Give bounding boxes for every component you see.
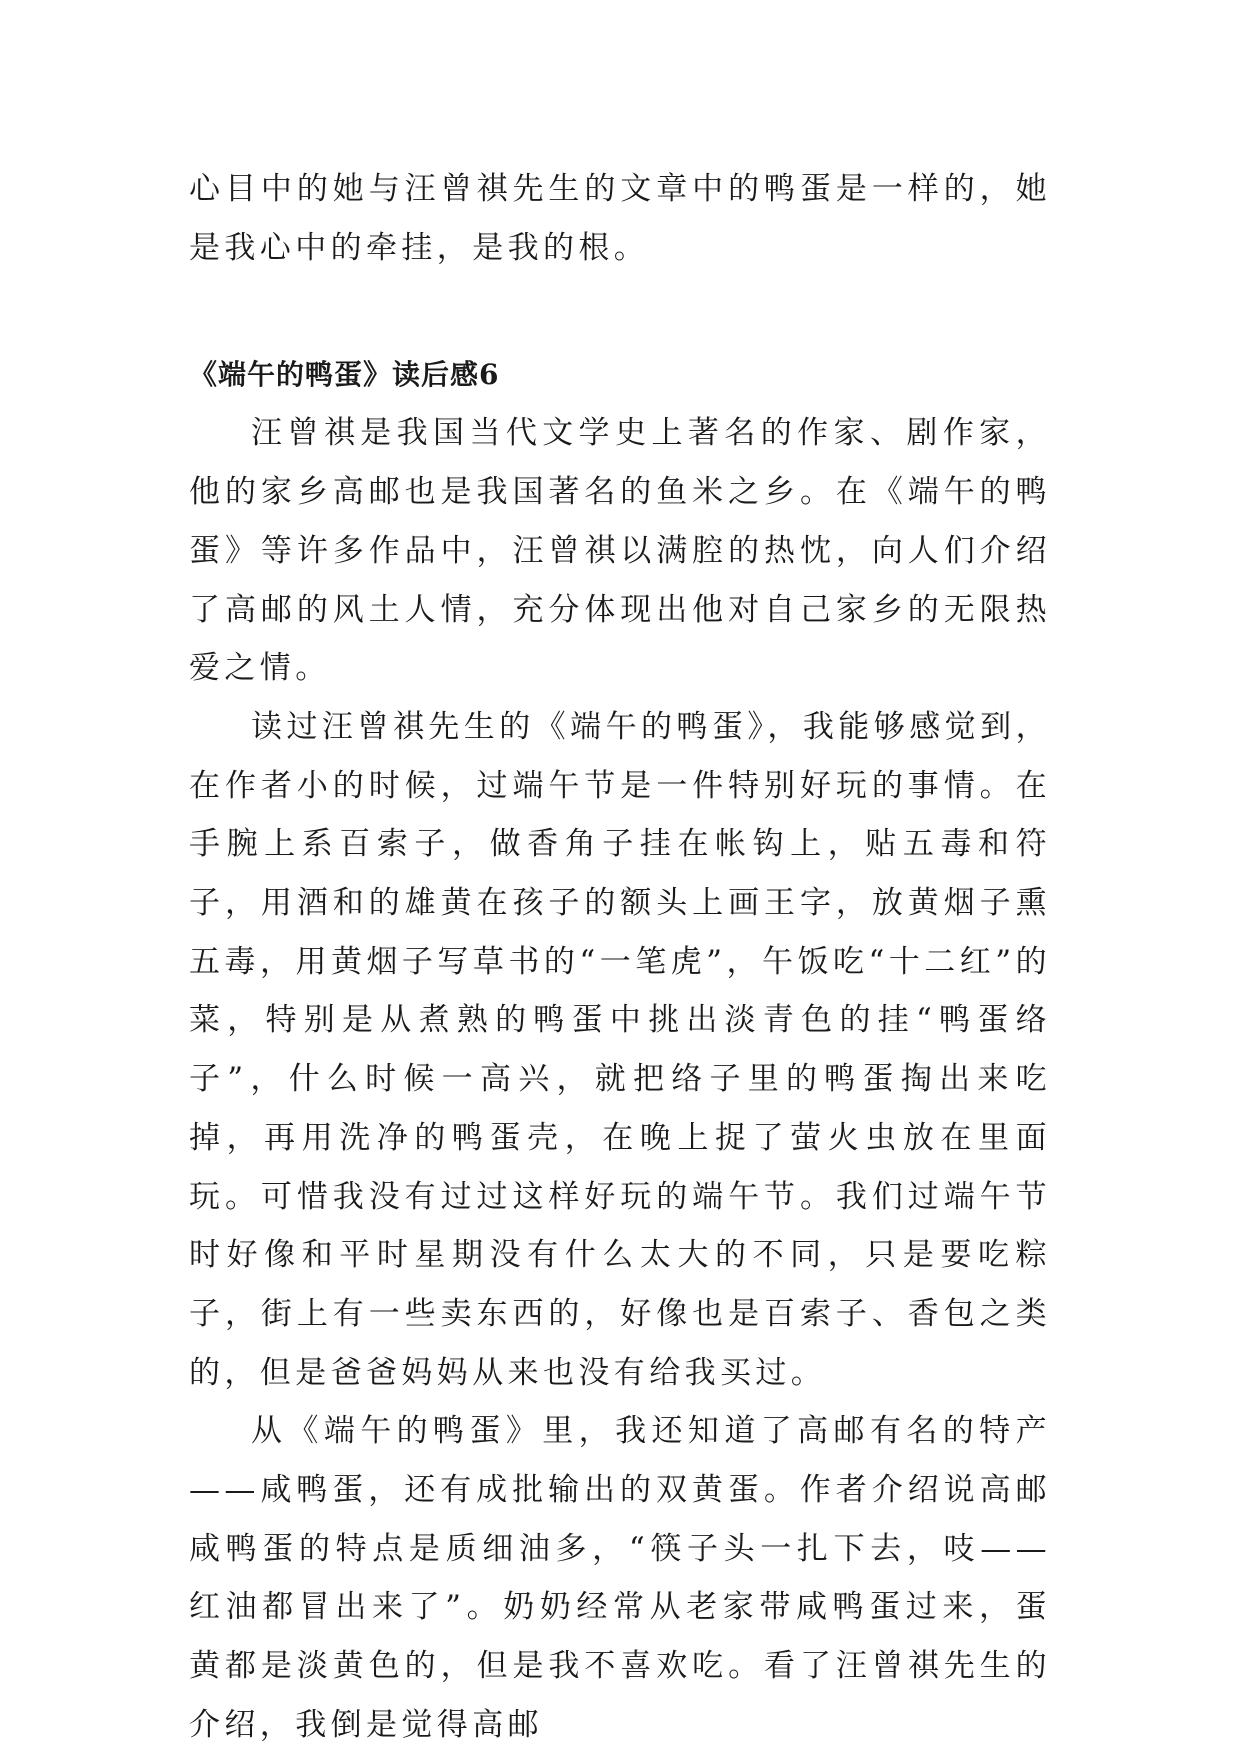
body-paragraph-2: 读过汪曾祺先生的《端午的鸭蛋》，我能够感觉到，在作者小的时候，过端午节是一件特别好玩的事情。在手腕上系百索子，做香角子挂在帐钩上，贴五毒和符子，用酒和的雄黄在孩子的额头上画王字，放黄烟子熏五毒，用黄烟子写草书的“一笔虎”，午饭吃“十二红”的菜，特别是从煮熟的鸭蛋中挑出淡青色的挂“鸭蛋络子”，什么时候一高兴，就把络子里的鸭蛋掏出来吃掉，再用洗净的鸭蛋壳，在晚上捉了萤火虫放在里面玩。可惜我没有过过这样好玩的端午节。我们过端午节时好像和平时星期没有什么太大的不同，只是要吃粽子，街上有一些卖东西的，好像也是百索子、香包之类的，但是爸爸妈妈从来也没有给我买过。 — [189, 708, 1051, 1391]
section-title: 《端午的鸭蛋》读后感6 — [189, 358, 500, 392]
body-paragraph-1: 汪曾祺是我国当代文学史上著名的作家、剧作家，他的家乡高邮也是我国著名的鱼米之乡。在《端午的鸭蛋》等许多作品中，汪曾祺以满腔的热忱，向人们介绍了高邮的风土人情，充分体现出他对自己家乡的无限热爱之情。 — [189, 415, 1051, 687]
continuation-paragraph: 心目中的她与汪曾祺先生的文章中的鸭蛋是一样的，她是我心中的牵挂，是我的根。 — [189, 171, 1051, 266]
document-body — [189, 160, 1051, 1755]
body-paragraph-3: 从《端午的鸭蛋》里，我还知道了高邮有名的特产——咸鸭蛋，还有成批输出的双黄蛋。作者介绍说高邮咸鸭蛋的特点是质细油多，“筷子头一扎下去，吱——红油都冒出来了”。奶奶经常从老家带咸鸭蛋过来，蛋黄都是淡黄色的，但是我不喜欢吃。看了汪曾祺先生的介绍，我倒是觉得高邮 — [189, 1413, 1051, 1743]
section-gap — [189, 277, 1051, 346]
